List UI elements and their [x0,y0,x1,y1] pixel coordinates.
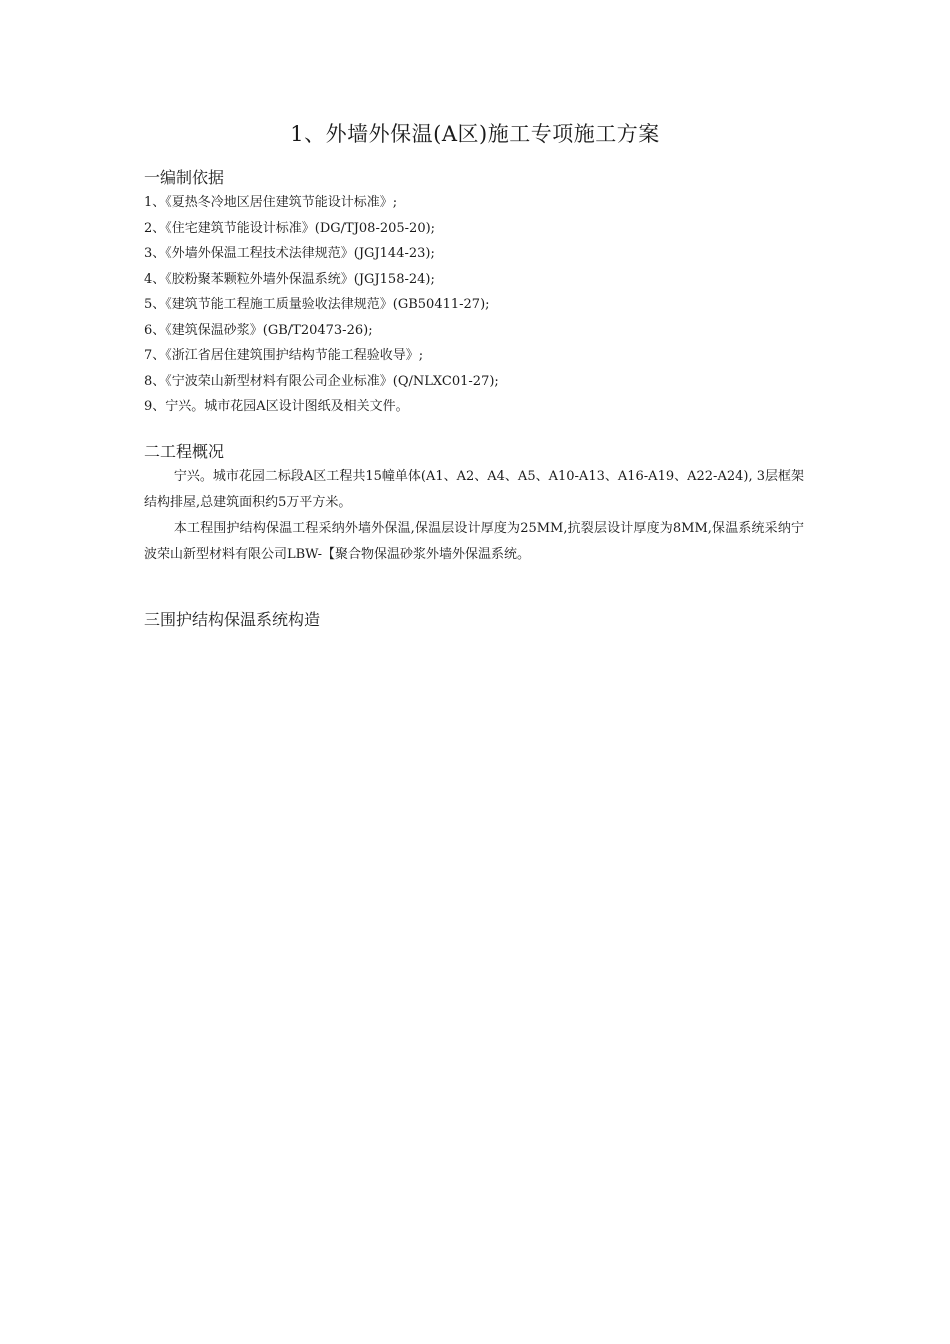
list-item: 2、《住宅建筑节能设计标准》(DG/TJ08-205-20); [144,220,436,236]
section-heading: 二工程概况 [144,442,225,461]
standards-list [144,190,804,420]
section-overview [144,440,804,568]
list-item: 9、宁兴。城市花园A区设计图纸及相关文件。 [144,399,409,414]
section-heading: 一编制依据 [144,168,225,187]
list-item: 3、《外墙外保温工程技术法律规范》(JGJ144-23); [144,246,435,261]
paragraph: 宁兴。城市花园二标段A区工程共15幢单体(A1、A2、A4、A5、A10-A13、A16-A19、A22-A24), 3层框架结构排屋,总建筑面积约5万平方米。 [144,469,804,510]
document-title: 1、外墙外保温(A区)施工专项施工方案 [290,122,660,146]
list-item: 1、《夏热冬冷地区居住建筑节能设计标准》; [144,195,398,210]
section-basis [144,166,804,420]
section-structure [144,608,804,632]
list-item: 7、《浙江省居住建筑围护结构节能工程验收导》; [144,348,424,363]
paragraph: 本工程围护结构保温工程采纳外墙外保温,保温层设计厚度为25MM,抗裂层设计厚度为8MM,保温系统采纳宁波荣山新型材料有限公司LBW-【聚合物保温砂浆外墙外保温系统。 [144,521,804,562]
list-item: 5、《建筑节能工程施工质量验收法律规范》(GB50411-27); [144,297,490,312]
section-heading: 三围护结构保温系统构造 [144,610,321,629]
list-item: 8、《宁波荣山新型材料有限公司企业标准》(Q/NLXC01-27); [144,373,499,389]
list-item: 4、《胶粉聚苯颗粒外墙外保温系统》(JGJ158-24); [144,271,435,287]
list-item: 6、《建筑保温砂浆》(GB/T20473-26); [144,322,373,338]
